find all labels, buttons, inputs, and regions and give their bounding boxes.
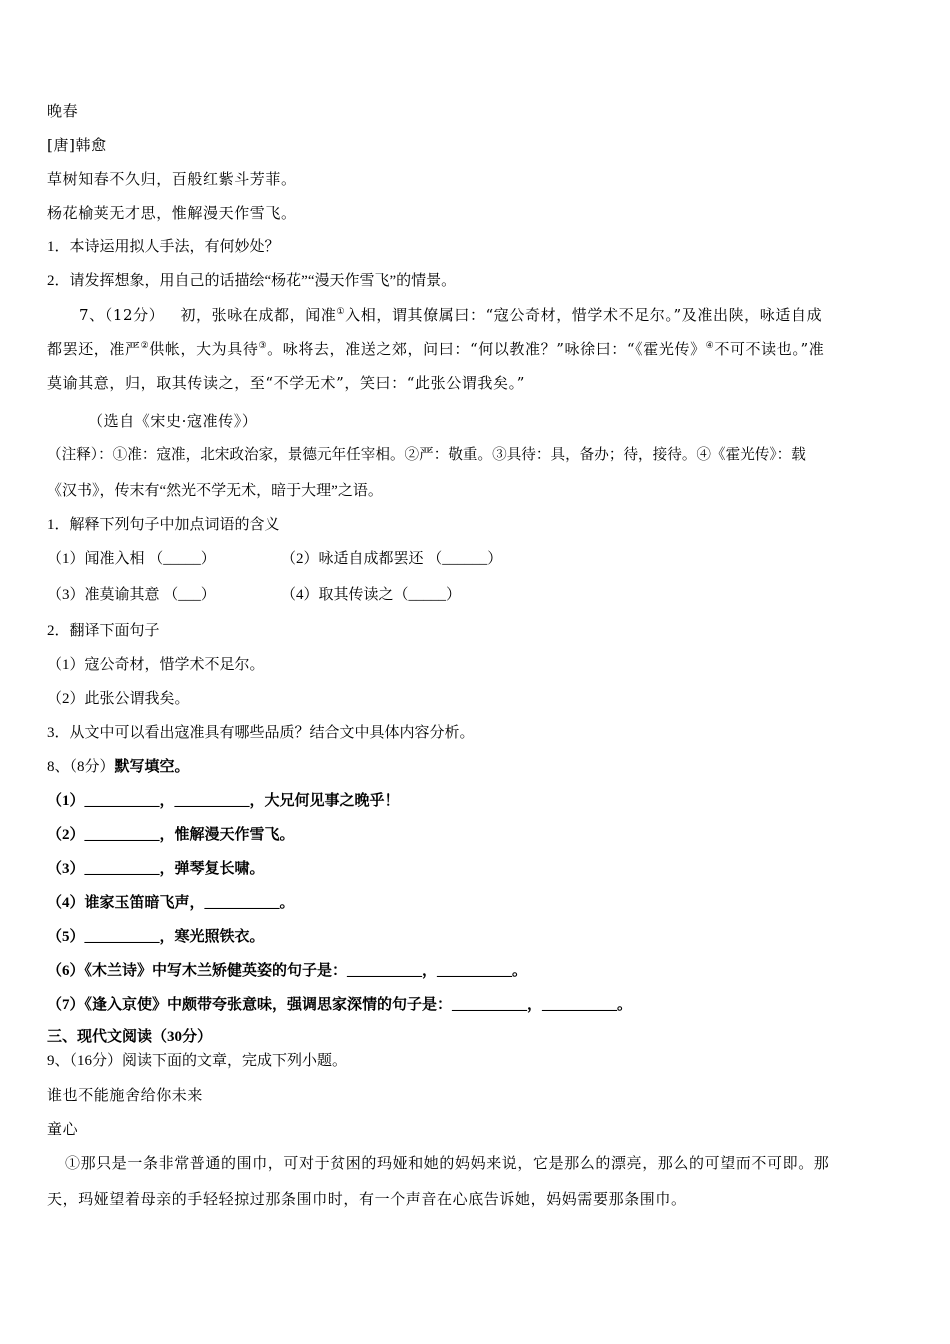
poem-line-2: 杨花榆荚无才思，惟解漫天作雪飞。 (47, 204, 297, 222)
q9-header: 9、（16分）阅读下面的文章，完成下列小题。 (47, 1053, 348, 1069)
q8-item-5: （5）__________，寒光照铁衣。 (47, 929, 265, 945)
q8-item-3: （3）__________，弹琴复长啸。 (47, 861, 265, 877)
q7-text: 初，张咏在成都，闻准 (180, 306, 337, 324)
q7-passage-line-2 (47, 338, 910, 360)
q7-sub1-item-3: （3）准莫谕其意 （___） (47, 587, 216, 603)
q7-text: 供帐，大为具待 (149, 340, 259, 358)
q7-text: 入相，谓其僚属曰：“寇公奇材，惜学术不足尔。”及准出陕，咏适自成 (345, 306, 823, 324)
footnote-marker: ④ (705, 341, 715, 351)
q8-item-2: （2）__________，惟解漫天作雪飞。 (47, 827, 295, 843)
section-3-title: 三、现代文阅读（30分） (47, 1029, 213, 1045)
q8-item-4: （4）谁家玉笛暗飞声，__________。 (47, 895, 295, 911)
q7-passage-line-1 (79, 304, 910, 326)
article-paragraph-1-line-1: ①那只是一条非常普通的围巾，可对于贫困的玛娅和她的妈妈来说，它是那么的漂亮，那么的可望而不可即。那 (65, 1154, 830, 1172)
footnote-marker: ③ (258, 341, 268, 351)
q7-sub2-title: 2．翻译下面句子 (47, 623, 160, 639)
q8-title (47, 756, 910, 778)
q7-sub2-item-2: （2）此张公谓我矣。 (47, 691, 190, 707)
article-author: 童心 (47, 1120, 79, 1138)
q7-sub1-row-2 (47, 584, 910, 606)
article-title: 谁也不能施舍给你未来 (47, 1086, 204, 1104)
q8-item-7: （7）《逢入京使》中颇带夸张意味，强调思家深情的句子是：__________，__________。 (47, 997, 633, 1013)
q7-note-2: 《汉书》，传末有“然光不学无术，暗于大理”之语。 (47, 483, 383, 499)
q7-note-1: （注释）：①准：寇准，北宋政治家，景德元年任宰相。②严：敬重。③具待：具，备办；待，接待。④《霍光传》：载 (47, 447, 806, 463)
q7-source: （选自《宋史·寇准传》） (88, 412, 258, 430)
q8-item-1: （1）__________，__________，大兄何见事之晚乎！ (47, 793, 400, 809)
q7-sub2-item-1: （1）寇公奇材，惜学术不足尔。 (47, 657, 265, 673)
q7-sub1-item-4: （4）取其传读之（_____） (281, 587, 462, 603)
q7-sub1-row-1 (47, 548, 910, 570)
poem-question-2: 2．请发挥想象，用自己的话描绘“杨花”“漫天作雪飞”的情景。 (47, 273, 457, 289)
q7-sub1-item-1: （1）闻准入相 （_____） (47, 551, 216, 567)
q7-text: 不可不读也。”准 (714, 340, 825, 358)
q8-header: 8、（8分） (47, 759, 115, 775)
q7-sub3: 3．从文中可以看出寇准具有哪些品质？结合文中具体内容分析。 (47, 725, 475, 741)
footnote-marker: ① (336, 307, 346, 317)
q8-header-bold: 默写填空。 (114, 759, 190, 775)
footnote-marker: ② (140, 341, 150, 351)
poem-line-1: 草树知春不久归，百般红紫斗芳菲。 (47, 170, 297, 188)
poem-question-1: 1．本诗运用拟人手法，有何妙处？ (47, 239, 280, 255)
poem-title: 晚春 (47, 102, 79, 120)
q7-text: 。咏将去，准送之郊，问曰：“何以教准？”咏徐曰：“《霍光传》 (267, 340, 706, 358)
q7-sub1-title: 1．解释下列句子中加点词语的含义 (47, 517, 280, 533)
q7-header: 7、（12分） (79, 306, 165, 324)
q8-item-6: （6）《木兰诗》中写木兰矫健英姿的句子是：__________，__________。 (47, 963, 528, 979)
poem-author: [唐]韩愈 (47, 136, 107, 154)
article-paragraph-1-line-2: 天，玛娅望着母亲的手轻轻掠过那条围巾时，有一个声音在心底告诉她，妈妈需要那条围巾。 (47, 1190, 687, 1208)
q7-sub1-item-2: （2）咏适自成都罢还 （______） (281, 551, 503, 567)
q7-passage-line-3: 莫谕其意，归，取其传读之，至“不学无术”，笑曰：“此张公谓我矣。” (47, 374, 525, 392)
q7-text: 都罢还，准严 (47, 340, 141, 358)
